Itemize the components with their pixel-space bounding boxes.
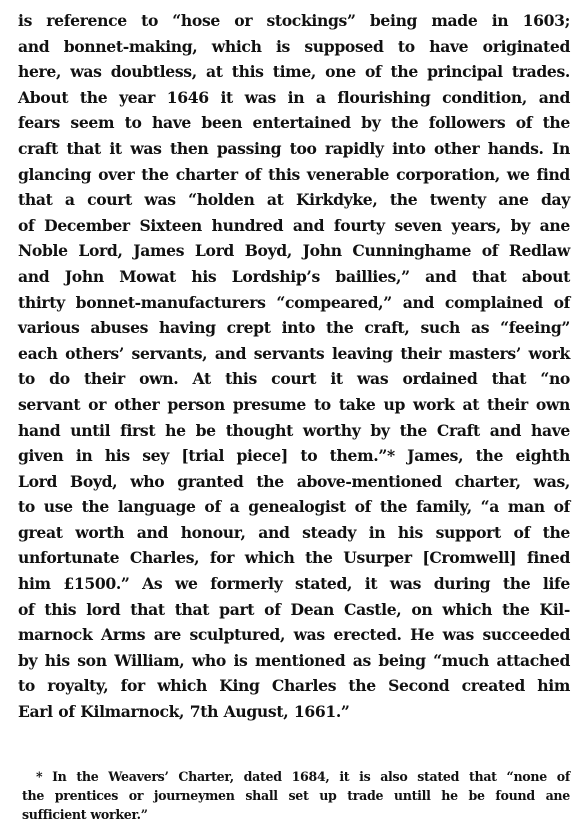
text-line: various abuses having crept into the craft, such as “feeing” — [18, 318, 570, 338]
text-line: hand until first he be thought worthy by the Craft and have — [18, 420, 570, 440]
text-line: is reference to “hose or stockings” being made in 1603; — [18, 11, 570, 30]
text-line: here, was doubtless, at this time, one of the principal trades. — [18, 62, 570, 82]
text-line: by his son William, who is mentioned as being “much attached — [18, 650, 570, 670]
text-line: each others’ servants, and servants leaving their masters’ work — [18, 343, 570, 363]
text-line: craft that it was then passing too rapidly into other hands. In — [18, 138, 570, 158]
text-line: About the year 1646 it was in a flourishing condition, and — [18, 87, 570, 107]
text-line: of this lord that that part of Dean Castle, on which the Kil- — [18, 599, 570, 619]
text-line: Noble Lord, James Lord Boyd, John Cunninghame of Redlaw — [18, 241, 570, 261]
text-line: Lord Boyd, who granted the above-mentioned charter, was, — [18, 471, 570, 491]
text-line: unfortunate Charles, for which the Usurper [Cromwell] fined — [18, 548, 570, 568]
footnote-line: sufficient worker.” — [22, 807, 148, 822]
text-line: thirty bonnet-manufacturers “compeared,” and complained of — [18, 292, 570, 312]
text-line: and bonnet-making, which is supposed to have originated — [18, 36, 570, 56]
text-line: and John Mowat his Lordship’s baillies,” and that about — [18, 266, 570, 286]
text-line: great worth and honour, and steady in his support of the — [18, 522, 570, 542]
text-line: marnock Arms are sculptured, was erected. He was succeeded — [18, 625, 570, 645]
text-line: servant or other person presume to take up work at their own — [18, 394, 570, 414]
text-line: Earl of Kilmarnock, 7th August, 1661.” — [18, 702, 350, 722]
footnote — [22, 767, 570, 824]
text-line: given in his sey [trial piece] to them.”* James, the eighth — [18, 446, 570, 466]
text-line: of December Sixteen hundred and fourty seven years, by ane — [18, 215, 570, 235]
text-line: to use the language of a genealogist of the family, “a man of — [18, 497, 570, 517]
text-line: to do their own. At this court it was ordained that “no — [18, 369, 570, 389]
text-line: to royalty, for which King Charles the Second created him — [18, 676, 570, 696]
text-line: him £1500.” As we formerly stated, it was during the life — [18, 574, 570, 594]
footnote-line: the prentices or journeymen shall set up trade untill he be found ane — [22, 788, 570, 803]
body-text — [18, 8, 570, 725]
text-line: glancing over the charter of this venerable corporation, we find — [18, 164, 570, 184]
text-line: that a court was “holden at Kirkdyke, the twenty ane day — [18, 190, 570, 210]
footnote-line: * In the Weavers’ Charter, dated 1684, it is also stated that “none of — [36, 769, 570, 784]
text-line: fears seem to have been entertained by the followers of the — [18, 113, 570, 133]
